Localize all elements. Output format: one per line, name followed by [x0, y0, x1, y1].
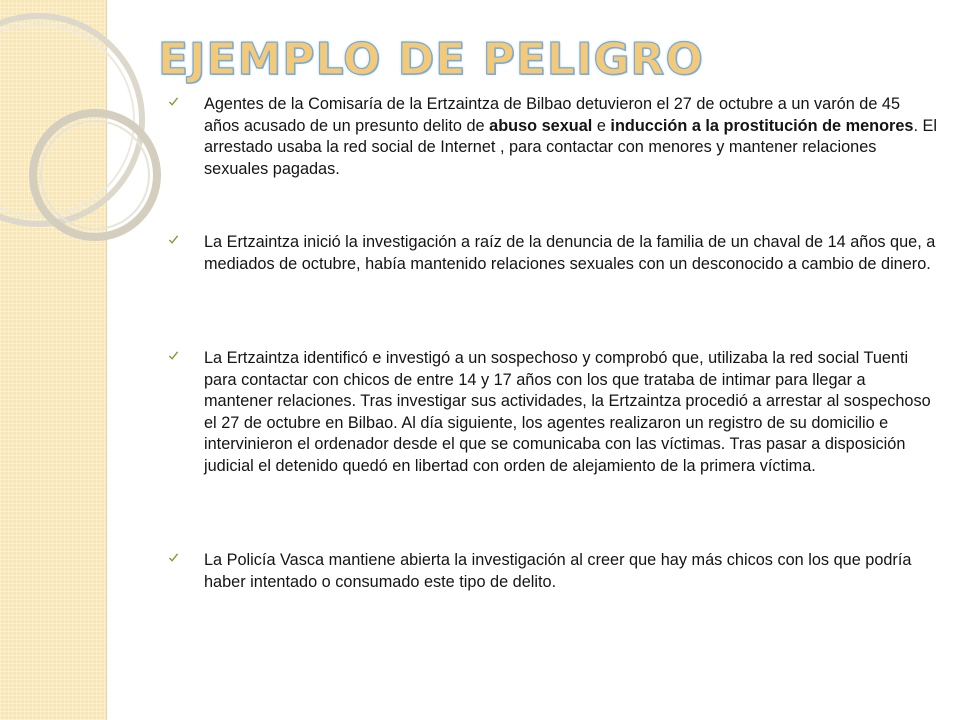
checkmark-icon: [168, 552, 180, 564]
bullet-text: La Ertzaintza identificó e investigó a un sospechoso y comprobó que, utilizaba la red social Tuenti para contactar con chicos de entre 14 y 17 años con los que trataba de intimar para llegar a mantener relaciones. Tras investigar sus actividades, la Ertzaintza procedió a arrestar al sospechoso el 27 de octubre en Bilbao. Al día siguiente, los agentes realizaron un registro de su domicilio e intervinieron el ordenador desde el que se comunicaba con las víctimas. Tras pasar a disposición judicial el detenido quedó en libertad con orden de alejamiento de la primera víctima.: [204, 349, 931, 475]
bold-phrase: inducción a la prostitución de menores: [610, 116, 914, 135]
decorative-side-strip: [0, 0, 107, 720]
bullet-item: [168, 550, 938, 593]
bullet-item: [168, 232, 938, 275]
bold-phrase: abuso sexual: [489, 116, 593, 135]
checkmark-icon: [168, 234, 180, 246]
bullet-text: Agentes de la Comisaría de la Ertzaintza de Bilbao detuvieron el 27 de octubre a un varón de 45 años acusado de un presunto delito de abuso sexual e inducción a la prostitución de menores. El arrestado usaba la red social de Internet , para contactar con menores y mantener relaciones sexuales pagadas.: [204, 95, 938, 178]
bullet-text: La Policía Vasca mantiene abierta la investigación al creer que hay más chicos con los que podría haber intentado o consumado este tipo de delito.: [204, 551, 912, 591]
bullet-item: [168, 94, 938, 180]
slide-title: EJEMPLO DE PELIGRO: [158, 34, 704, 85]
bullet-item: [168, 348, 938, 477]
checkmark-icon: [168, 96, 180, 108]
bullet-text: La Ertzaintza inició la investigación a raíz de la denuncia de la familia de un chaval de 14 años que, a mediados de octubre, había mantenido relaciones sexuales con un desconocido a cambio de dinero.: [204, 233, 936, 273]
checkmark-icon: [168, 350, 180, 362]
